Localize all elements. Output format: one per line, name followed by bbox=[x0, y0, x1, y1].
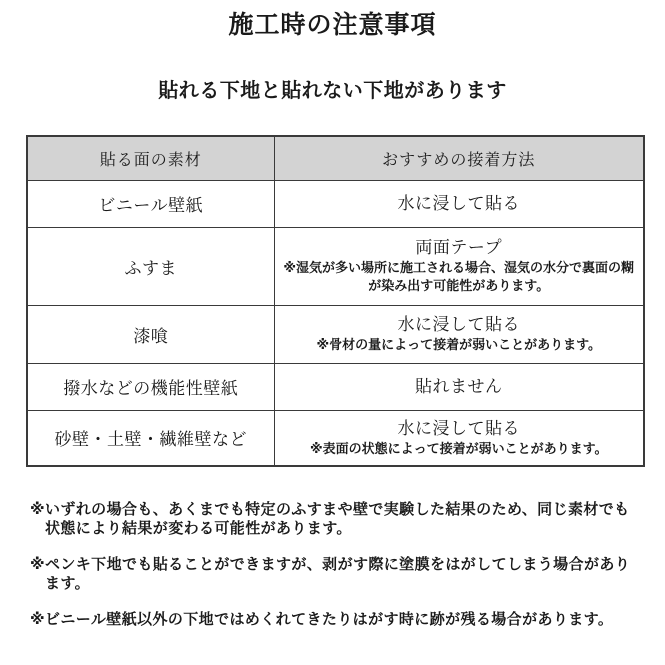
method-text: 水に浸して貼る bbox=[397, 193, 520, 213]
table-row bbox=[27, 180, 644, 227]
method-text: 水に浸して貼る bbox=[397, 315, 520, 334]
material-cell: ビニール壁紙 bbox=[27, 180, 274, 227]
method-note: ※骨材の量によって接着が弱いことがあります。 bbox=[316, 337, 602, 352]
material-cell: ふすま bbox=[27, 227, 274, 305]
column-header-method: おすすめの接着方法 bbox=[274, 136, 644, 180]
footnote: ※ビニール壁紙以外の下地ではめくれてきたりはがす時に跡が残る場合があります。 bbox=[30, 611, 614, 628]
method-text: 両面テープ bbox=[415, 238, 503, 257]
page-title: 施工時の注意事項 bbox=[228, 12, 437, 39]
table-row bbox=[27, 363, 644, 410]
column-header-material: 貼る面の素材 bbox=[27, 136, 274, 180]
table-row bbox=[27, 305, 644, 363]
method-cell bbox=[274, 363, 644, 410]
material-cell: 砂壁・土壁・繊維壁など bbox=[27, 410, 274, 466]
material-cell: 撥水などの機能性壁紙 bbox=[27, 363, 274, 410]
method-cell bbox=[274, 410, 644, 466]
footnote: ※ペンキ下地でも貼ることができますが、剥がす際に塗膜をはがしてしまう場合があります。 bbox=[30, 556, 631, 592]
method-text: 水に浸して貼る bbox=[397, 418, 520, 438]
table-row bbox=[27, 410, 644, 466]
method-note: ※表面の状態によって接着が弱いことがあります。 bbox=[309, 440, 608, 456]
table-header-row bbox=[27, 136, 644, 180]
material-cell: 漆喰 bbox=[27, 305, 274, 363]
footnote: ※いずれの場合も、あくまでも特定のふすまや壁で実験した結果のため、同じ素材でも状態により結果が変わる可能性があります。 bbox=[30, 501, 630, 537]
method-text: 貼れません bbox=[415, 376, 503, 396]
footnotes-section bbox=[30, 500, 642, 629]
table-row bbox=[27, 227, 644, 305]
method-cell bbox=[274, 180, 644, 227]
page-subtitle: 貼れる下地と貼れない下地があります bbox=[158, 80, 507, 102]
method-note: ※湿気が多い場所に施工される場合、湿気の水分で裏面の糊が染み出す可能性があります。 bbox=[283, 260, 635, 293]
method-cell bbox=[274, 305, 644, 363]
method-cell bbox=[274, 227, 644, 305]
adhesion-method-table bbox=[26, 135, 645, 467]
